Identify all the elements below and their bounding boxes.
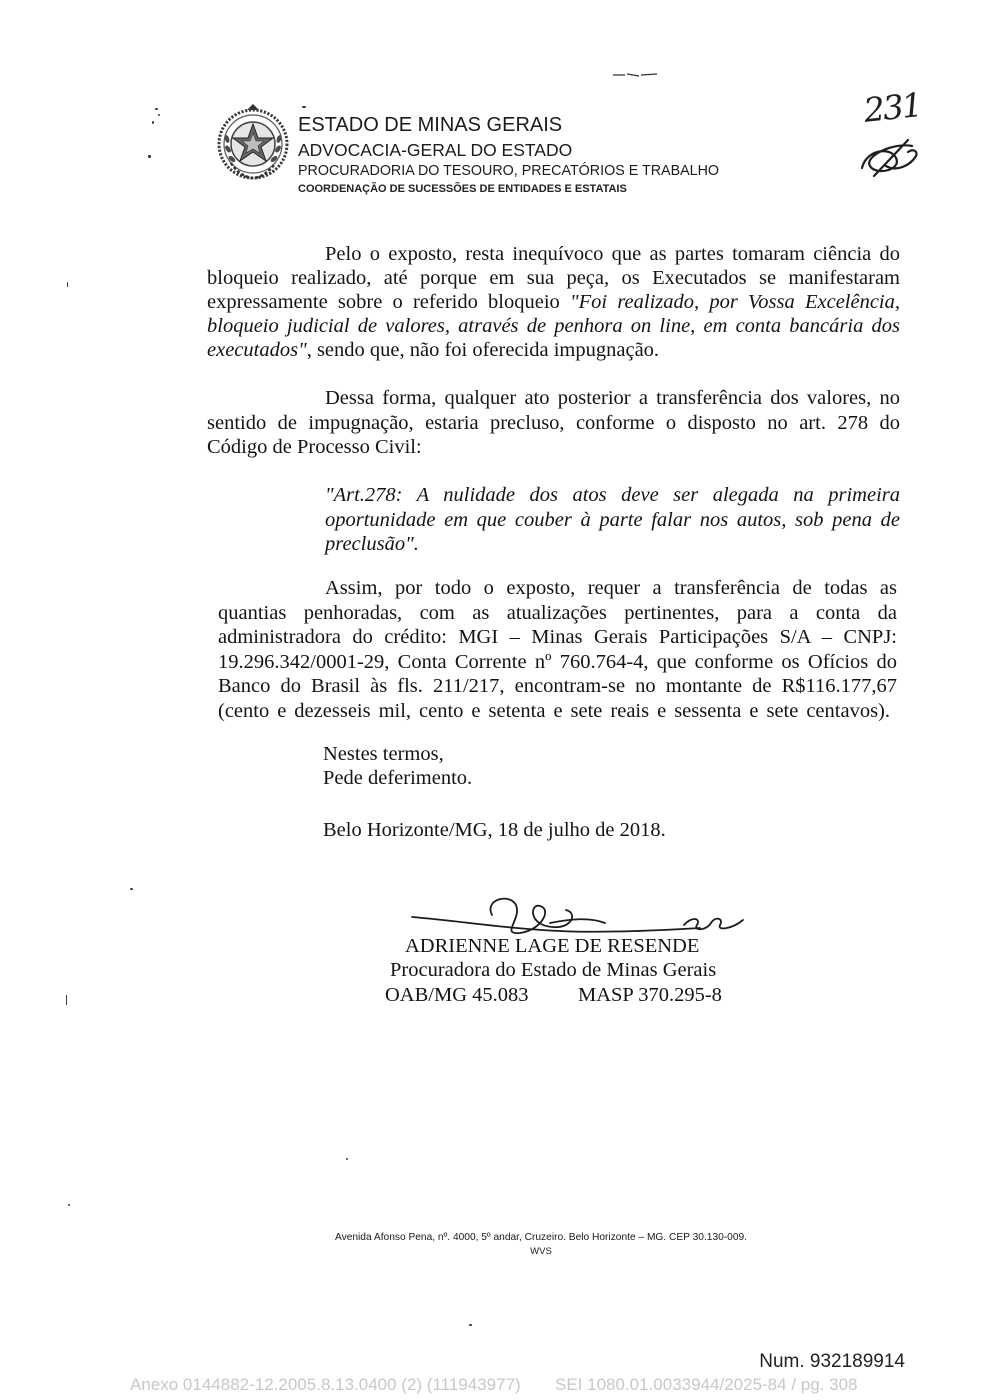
handwritten-rubric-icon <box>856 136 922 180</box>
scan-speck <box>155 108 158 110</box>
paragraph-3 <box>218 576 897 723</box>
text-segment: , sendo que, não foi oferecida impugnação. <box>306 339 660 361</box>
text-line: Pelo o exposto, resta inequívoco que as partes tomaram ciência do <box>325 243 900 265</box>
text-line: 19.296.342/0001-29, Conta Corrente nº 760.764-4, que conforme os Ofícios do <box>218 650 897 673</box>
place-and-date: Belo Horizonte/MG, 18 de julho de 2018. <box>323 819 666 841</box>
quoted-text-segment: executados" <box>207 339 307 361</box>
text-segment: expressamente sobre o referido bloqueio <box>207 291 560 313</box>
text-line: Banco do Brasil às fls. 211/217, encontram-se no montante de R$116.177,67 <box>218 675 897 697</box>
signatory-oab: OAB/MG 45.083 <box>385 984 529 1006</box>
text-line <box>207 338 900 362</box>
stamp-sei: SEI 1080.01.0033944/2025-84 / pg. 308 <box>555 1375 858 1394</box>
text-line: (cento e dezesseis mil, cento e setenta e sete reais e sessenta e sete centavos). <box>218 699 890 722</box>
scan-speck <box>130 888 133 890</box>
coat-of-arms-icon <box>213 101 293 183</box>
scan-speck <box>68 1204 70 1206</box>
scan-speck <box>66 995 67 1005</box>
letterhead-state: ESTADO DE MINAS GERAIS <box>298 114 563 136</box>
legal-quote <box>325 483 900 557</box>
signatory-name: ADRIENNE LAGE DE RESENDE <box>405 935 700 957</box>
document-number: Num. 932189914 <box>759 1351 905 1372</box>
letterhead-coordination: COORDENAÇÃO DE SUCESSÕES DE ENTIDADES E ESTATAIS <box>298 183 627 195</box>
quoted-text-segment: "Foi realizado, por Vossa Excelência, <box>570 291 901 313</box>
handwritten-folio-number: 231 <box>861 85 923 130</box>
scan-speck <box>346 1158 348 1160</box>
scan-speck <box>158 114 160 116</box>
paragraph-2 <box>207 386 900 460</box>
signatory-masp: MASP 370.295-8 <box>578 984 722 1006</box>
text-line <box>207 290 900 314</box>
letterhead-agency: ADVOCACIA-GERAL DO ESTADO <box>298 140 573 160</box>
text-line: Código de Processo Civil: <box>207 436 422 458</box>
scan-speck <box>302 106 306 108</box>
paragraph-1 <box>207 242 900 362</box>
text-line: Dessa forma, qualquer ato posterior a transferência dos valores, no <box>325 387 900 409</box>
text-line: bloqueio realizado, até porque em sua peça, os Executados se manifestaram <box>207 267 900 289</box>
signatory-title: Procuradora do Estado de Minas Gerais <box>390 959 717 981</box>
scan-speck <box>67 282 68 287</box>
scan-speck <box>469 1324 472 1326</box>
letterhead-office: PROCURADORIA DO TESOURO, PRECATÓRIOS E TRABALHO <box>298 163 720 179</box>
footer-address: Avenida Afonso Pena, nº. 4000, 5º andar, Cruzeiro. Belo Horizonte – MG. CEP 30.130-009. <box>335 1232 747 1243</box>
text-line: bloqueio judicial de valores, através de penhora on line, em conta bancária dos <box>207 315 900 337</box>
scan-speck <box>152 121 154 124</box>
scan-mark-top <box>612 70 658 80</box>
scan-speck <box>148 155 151 158</box>
text-line: administradora do crédito: MGI – Minas Gerais Participações S/A – CNPJ: <box>218 626 897 648</box>
quote-line: "Art.278: A nulidade dos atos deve ser alegada na primeira <box>325 484 900 506</box>
closing-formula: Nestes termos, <box>323 743 444 765</box>
text-line: sentido de impugnação, estaria precluso, conforme o disposto no art. 278 do <box>207 411 900 434</box>
closing-request: Pede deferimento. <box>323 767 473 789</box>
text-line: quantias penhoradas, com as atualizações pertinentes, para a conta da <box>218 601 897 624</box>
quote-line: oportunidade em que couber à parte falar nos autos, sob pena de <box>325 508 900 531</box>
footer-initials: WVS <box>530 1246 552 1257</box>
quote-line: preclusão". <box>325 533 419 555</box>
text-line: Assim, por todo o exposto, requer a transferência de todas as <box>325 577 897 599</box>
stamp-annex: Anexo 0144882-12.2005.8.13.0400 (2) (111943977) <box>130 1375 521 1394</box>
